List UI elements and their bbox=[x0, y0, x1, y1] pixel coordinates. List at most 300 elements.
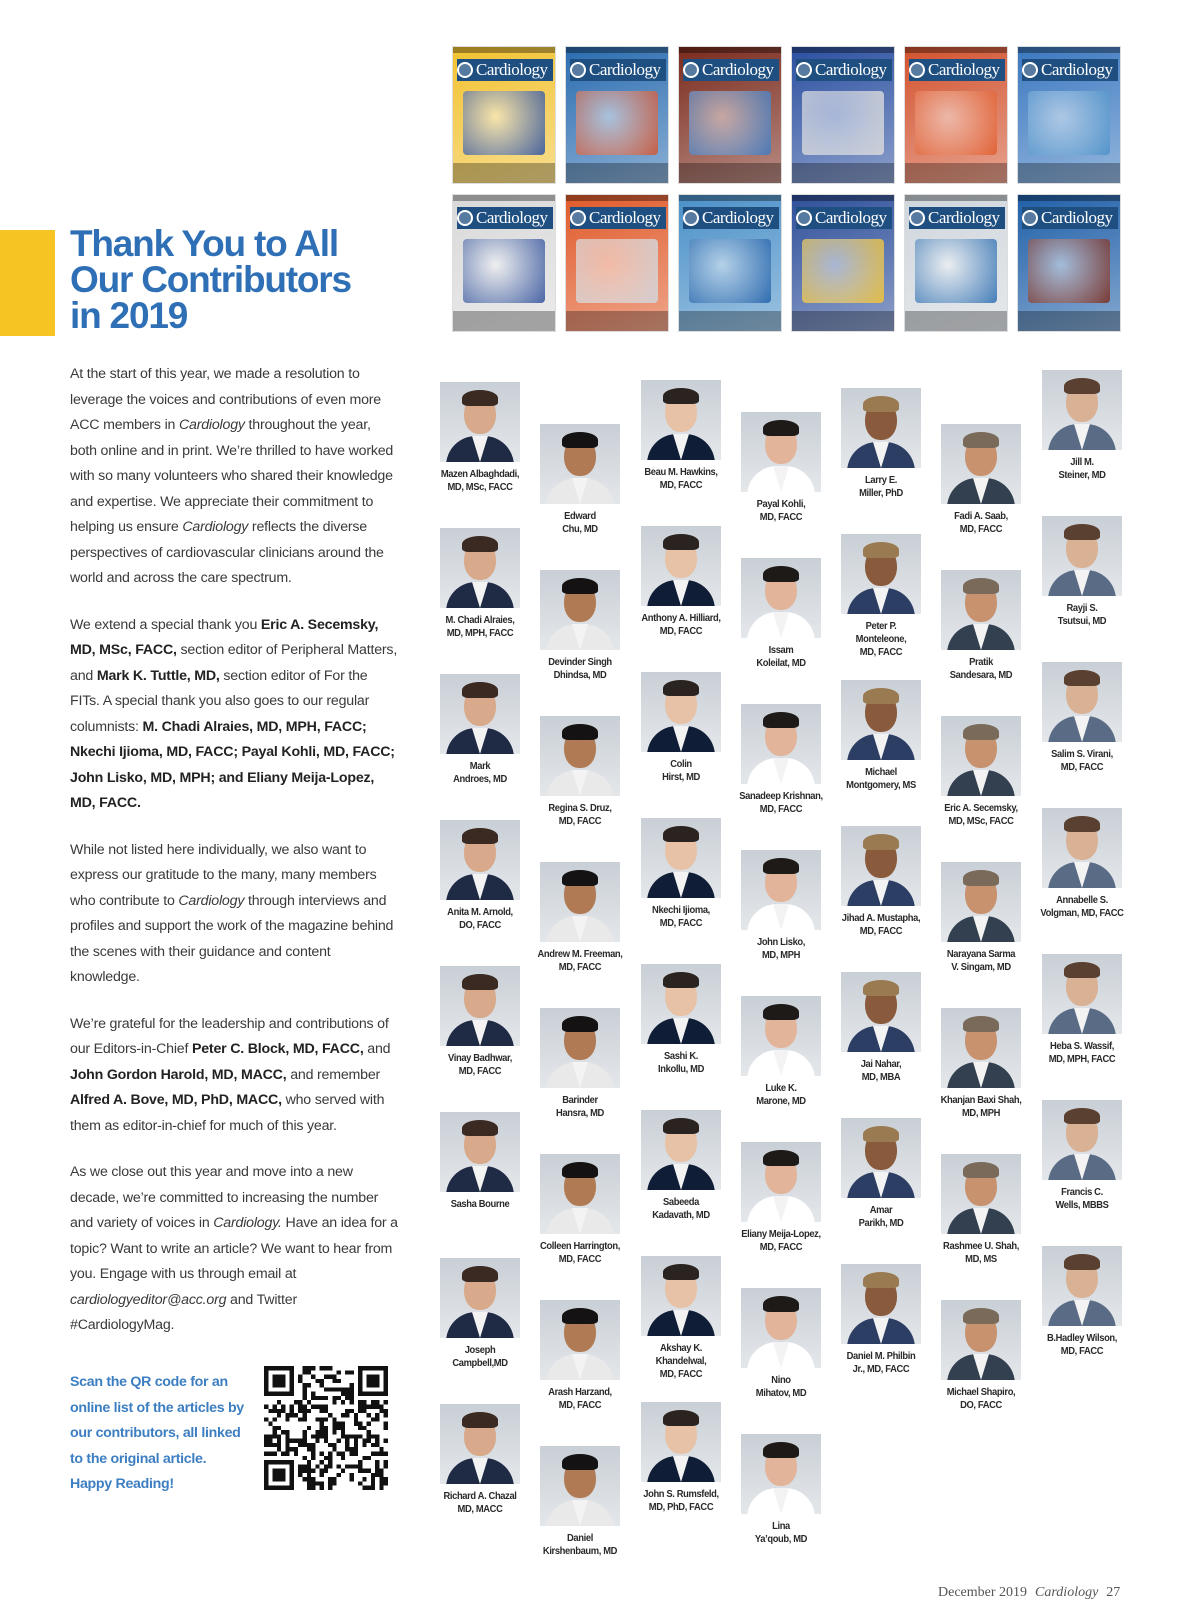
cover-masthead bbox=[1022, 59, 1118, 81]
contributor-card bbox=[425, 382, 535, 494]
contributor-card bbox=[425, 674, 535, 786]
photo-hair bbox=[462, 682, 498, 698]
cover-masthead-title: Cardiology bbox=[815, 208, 887, 227]
contributor-photo bbox=[540, 1154, 620, 1234]
contributor-name: Sanadeep Krishnan, MD, FACC bbox=[739, 791, 823, 815]
contributor-name: Colleen Harrington, MD, FACC bbox=[540, 1241, 620, 1265]
contributor-card bbox=[826, 972, 936, 1084]
contributor-photo bbox=[741, 412, 821, 492]
contributor-card bbox=[826, 1118, 936, 1230]
photo-hair bbox=[1064, 1108, 1100, 1124]
photo-hair bbox=[462, 1266, 498, 1282]
cover-top-strip bbox=[905, 195, 1007, 201]
cover-footer bbox=[905, 311, 1007, 331]
contributor-photo bbox=[540, 716, 620, 796]
photo-hair bbox=[562, 870, 598, 886]
contributor-name: Nkechi Ijioma, MD, FACC bbox=[652, 905, 710, 929]
cover-top-strip bbox=[453, 47, 555, 53]
magazine-cover bbox=[904, 194, 1008, 332]
cover-footer bbox=[453, 311, 555, 331]
cover-masthead bbox=[796, 207, 892, 229]
photo-hair bbox=[663, 826, 699, 842]
contributor-name: John Lisko, MD, MPH bbox=[756, 937, 806, 961]
acc-seal-icon bbox=[457, 62, 473, 78]
cover-top-strip bbox=[905, 47, 1007, 53]
cover-masthead-title: Cardiology bbox=[589, 60, 661, 79]
contributor-photo bbox=[941, 1008, 1021, 1088]
contributor-photo bbox=[941, 716, 1021, 796]
contributor-name: Luke K. Marone, MD bbox=[756, 1083, 806, 1107]
photo-hair bbox=[863, 396, 899, 412]
contributor-photo bbox=[641, 1256, 721, 1336]
photo-hair bbox=[562, 1162, 598, 1178]
contributor-card bbox=[626, 526, 736, 638]
cover-top-strip bbox=[792, 47, 894, 53]
contributor-name: Eric A. Secemsky, MD, MSc, FACC bbox=[944, 803, 1018, 827]
cover-masthead bbox=[457, 207, 553, 229]
photo-hair bbox=[562, 724, 598, 740]
contributor-card bbox=[726, 996, 836, 1108]
cover-top-strip bbox=[679, 47, 781, 53]
cover-art bbox=[915, 91, 997, 155]
contributor-card bbox=[626, 964, 736, 1076]
contributor-photo bbox=[1042, 1246, 1122, 1326]
magazine-cover bbox=[791, 46, 895, 184]
magazine-cover bbox=[678, 46, 782, 184]
contributor-name: Sabeeda Kadavath, MD bbox=[652, 1197, 710, 1221]
photo-hair bbox=[663, 534, 699, 550]
photo-hair bbox=[663, 1410, 699, 1426]
contributor-card bbox=[926, 1154, 1036, 1266]
contributor-name: Nino Mihatov, MD bbox=[755, 1375, 807, 1399]
contributor-photo bbox=[440, 382, 520, 462]
contributor-card bbox=[926, 1008, 1036, 1120]
cover-masthead-title: Cardiology bbox=[928, 60, 1000, 79]
photo-hair bbox=[1064, 816, 1100, 832]
contributor-name: Richard A. Chazal MD, MACC bbox=[443, 1491, 517, 1515]
acc-seal-icon bbox=[683, 210, 699, 226]
contributor-card bbox=[926, 862, 1036, 974]
photo-hair bbox=[462, 1120, 498, 1136]
paragraph-4: We’re grateful for the leadership and contributions of our Editors-in-Chief Peter C. Block, MD, FACC, and John Gordon Harold, MD, MACC, and remember Alfred A. Bove, MD, PhD, MACC, who served with them as editor-in-chief for much of this year. bbox=[70, 1015, 391, 1134]
cover-masthead bbox=[683, 59, 779, 81]
paragraph-5: As we close out this year and move into a new decade, we’re committed to increasing the number and variety of voices in Cardiology. Have an idea for a topic? Want to write an article? We want to hear from you. Engage with us through email at cardiologyeditor@acc.org and Twitter #CardiologyMag. bbox=[70, 1164, 398, 1333]
contributor-name: Vinay Badhwar, MD, FACC bbox=[448, 1053, 512, 1077]
contributor-card bbox=[726, 1434, 836, 1546]
contributor-name: Sashi K. Inkollu, MD bbox=[658, 1051, 704, 1075]
photo-hair bbox=[963, 724, 999, 740]
contributor-card bbox=[425, 966, 535, 1078]
cover-art bbox=[576, 91, 658, 155]
contributor-name: Issam Koleilat, MD bbox=[756, 645, 806, 669]
photo-hair bbox=[963, 870, 999, 886]
photo-hair bbox=[562, 1016, 598, 1032]
acc-seal-icon bbox=[683, 62, 699, 78]
cover-masthead-title: Cardiology bbox=[928, 208, 1000, 227]
photo-hair bbox=[763, 858, 799, 874]
photo-hair bbox=[663, 388, 699, 404]
contributor-photo bbox=[1042, 954, 1122, 1034]
contributor-name: Devinder Singh Dhindsa, MD bbox=[548, 657, 612, 681]
contributor-photo bbox=[1042, 808, 1122, 888]
cover-art bbox=[915, 239, 997, 303]
contributor-name: John S. Rumsfeld, MD, PhD, FACC bbox=[643, 1489, 719, 1513]
acc-seal-icon bbox=[796, 210, 812, 226]
contributor-photo bbox=[941, 862, 1021, 942]
title-line-1: Thank You to All bbox=[70, 223, 338, 264]
contributor-card bbox=[826, 534, 936, 659]
contributor-card bbox=[626, 818, 736, 930]
contributor-photo bbox=[641, 964, 721, 1044]
paragraph-1: At the start of this year, we made a resolution to leverage the voices and contributions of even more ACC members in Cardiology throughout the year, both online and in print. We’re thrilled to have worked with so many volunteers who shared their knowledge and expertise. We appreciate their commitment to helping us ensure Cardiology reflects the diverse perspectives of cardiovascular clinicians around the world and across the care spectrum. bbox=[70, 366, 394, 586]
photo-hair bbox=[863, 688, 899, 704]
contributor-name: Beau M. Hawkins, MD, FACC bbox=[644, 467, 718, 491]
contributor-name: Narayana Sarma V. Singam, MD bbox=[946, 949, 1016, 973]
contributor-card bbox=[1027, 1246, 1137, 1358]
contributor-name: Payal Kohli, MD, FACC bbox=[756, 499, 806, 523]
contributor-card bbox=[626, 380, 736, 492]
contributor-name: Rayji S. Tsutsui, MD bbox=[1057, 603, 1107, 627]
contributor-card bbox=[826, 1264, 936, 1376]
contributor-photo bbox=[641, 526, 721, 606]
photo-hair bbox=[963, 1308, 999, 1324]
contributor-card bbox=[1027, 1100, 1137, 1212]
contributor-card bbox=[626, 672, 736, 784]
contributor-name: Arash Harzand, MD, FACC bbox=[548, 1387, 612, 1411]
photo-hair bbox=[663, 1264, 699, 1280]
photo-hair bbox=[763, 712, 799, 728]
contributor-name: Edward Chu, MD bbox=[562, 511, 598, 535]
contributor-card bbox=[1027, 516, 1137, 628]
contributor-card bbox=[926, 716, 1036, 828]
contributor-photo bbox=[440, 674, 520, 754]
cover-top-strip bbox=[679, 195, 781, 201]
contributor-photo bbox=[841, 388, 921, 468]
qr-code[interactable] bbox=[264, 1366, 388, 1490]
cover-masthead bbox=[457, 59, 553, 81]
photo-hair bbox=[663, 972, 699, 988]
magazine-cover bbox=[904, 46, 1008, 184]
cover-masthead-title: Cardiology bbox=[815, 60, 887, 79]
photo-hair bbox=[562, 1308, 598, 1324]
cover-masthead-title: Cardiology bbox=[1041, 60, 1113, 79]
contributor-photo bbox=[540, 1008, 620, 1088]
contributor-card bbox=[425, 1404, 535, 1516]
contributor-card bbox=[425, 528, 535, 640]
contributor-name: Salim S. Virani, MD, FACC bbox=[1051, 749, 1113, 773]
cover-masthead bbox=[570, 59, 666, 81]
issue-date: December 2019 bbox=[938, 1585, 1028, 1600]
contributor-name: Lina Ya’qoub, MD bbox=[754, 1521, 808, 1545]
cover-masthead-title: Cardiology bbox=[589, 208, 661, 227]
magazine-cover bbox=[452, 194, 556, 332]
acc-seal-icon bbox=[570, 62, 586, 78]
photo-hair bbox=[462, 1412, 498, 1428]
contributor-name: Akshay K. Khandelwal, MD, FACC bbox=[655, 1343, 707, 1380]
photo-hair bbox=[963, 1162, 999, 1178]
contributor-card bbox=[726, 850, 836, 962]
photo-hair bbox=[763, 1004, 799, 1020]
contributor-photo bbox=[440, 1112, 520, 1192]
contributor-photo bbox=[741, 704, 821, 784]
contributor-name: Peter P. Monteleone, MD, FACC bbox=[855, 621, 907, 658]
cover-art bbox=[802, 239, 884, 303]
contributor-name: Daniel M. Philbin Jr., MD, FACC bbox=[846, 1351, 916, 1375]
cover-masthead-title: Cardiology bbox=[702, 60, 774, 79]
photo-hair bbox=[763, 1442, 799, 1458]
contributor-name: Mark Androes, MD bbox=[453, 761, 507, 785]
contributor-photo bbox=[841, 534, 921, 614]
cover-masthead-title: Cardiology bbox=[702, 208, 774, 227]
contributor-card bbox=[726, 412, 836, 524]
photo-hair bbox=[963, 1016, 999, 1032]
page-number: 27 bbox=[1106, 1585, 1121, 1600]
contributor-photo bbox=[641, 380, 721, 460]
contributor-name: Eliany Meija-Lopez, MD, FACC bbox=[741, 1229, 821, 1253]
cover-footer bbox=[905, 163, 1007, 183]
cover-footer bbox=[1018, 163, 1120, 183]
contributor-photo bbox=[440, 1258, 520, 1338]
acc-seal-icon bbox=[909, 62, 925, 78]
contributor-name: Anthony A. Hilliard, MD, FACC bbox=[641, 613, 721, 637]
contributor-name: Fadi A. Saab, MD, FACC bbox=[954, 511, 1008, 535]
contributor-name: Michael Montgomery, MS bbox=[846, 767, 916, 791]
photo-hair bbox=[462, 974, 498, 990]
contributor-card bbox=[826, 680, 936, 792]
cover-footer bbox=[792, 163, 894, 183]
yellow-accent-bar bbox=[0, 230, 55, 336]
contributor-name: B.Hadley Wilson, MD, FACC bbox=[1046, 1333, 1118, 1357]
photo-hair bbox=[562, 578, 598, 594]
photo-hair bbox=[562, 432, 598, 448]
acc-seal-icon bbox=[909, 210, 925, 226]
contributor-card bbox=[425, 1258, 535, 1370]
cover-masthead-title: Cardiology bbox=[1041, 208, 1113, 227]
contributor-card bbox=[525, 570, 635, 682]
photo-hair bbox=[663, 680, 699, 696]
photo-hair bbox=[462, 828, 498, 844]
contributor-card bbox=[525, 1008, 635, 1120]
cover-art bbox=[576, 239, 658, 303]
cover-masthead bbox=[909, 207, 1005, 229]
contributor-card bbox=[525, 862, 635, 974]
contributor-photo bbox=[540, 424, 620, 504]
photo-hair bbox=[963, 432, 999, 448]
cover-masthead-title: Cardiology bbox=[476, 60, 548, 79]
contributor-name: Mazen Albaghdadi, MD, MSc, FACC bbox=[440, 469, 520, 493]
contributor-name: Annabelle S. Volgman, MD, FACC bbox=[1040, 895, 1124, 919]
contributor-name: Barinder Hansra, MD bbox=[556, 1095, 604, 1119]
contributor-photo bbox=[641, 818, 721, 898]
cover-top-strip bbox=[453, 195, 555, 201]
acc-seal-icon bbox=[796, 62, 812, 78]
contributor-photo bbox=[741, 1142, 821, 1222]
photo-hair bbox=[1064, 670, 1100, 686]
photo-hair bbox=[863, 1126, 899, 1142]
contributor-card bbox=[726, 704, 836, 816]
acc-seal-icon bbox=[570, 210, 586, 226]
photo-hair bbox=[763, 566, 799, 582]
photo-hair bbox=[462, 390, 498, 406]
contributor-name: Rashmee U. Shah, MD, MS bbox=[943, 1241, 1019, 1265]
contributor-name: Joseph Campbell,MD bbox=[452, 1345, 508, 1369]
cover-top-strip bbox=[566, 195, 668, 201]
contributor-name: Regina S. Druz, MD, FACC bbox=[548, 803, 612, 827]
cover-masthead bbox=[796, 59, 892, 81]
paragraph-3: While not listed here individually, we also want to express our gratitude to the many, many members who contribute to Cardiology through interviews and profiles and support the work of the magazine behind the scenes with their guidance and content knowledge. bbox=[70, 841, 394, 985]
contributor-card bbox=[1027, 954, 1137, 1066]
contributor-photo bbox=[941, 424, 1021, 504]
contributor-card bbox=[525, 1300, 635, 1412]
cover-art bbox=[689, 239, 771, 303]
contributor-photo bbox=[841, 972, 921, 1052]
magazine-cover bbox=[791, 194, 895, 332]
photo-hair bbox=[863, 542, 899, 558]
magazine-cover bbox=[1017, 194, 1121, 332]
contributor-card bbox=[726, 1142, 836, 1254]
contributor-photo bbox=[440, 1404, 520, 1484]
contributor-card bbox=[826, 826, 936, 938]
contributor-photo bbox=[741, 850, 821, 930]
contributor-card bbox=[1027, 808, 1137, 920]
photo-hair bbox=[763, 1296, 799, 1312]
paragraph-2: We extend a special thank you Eric A. Secemsky, MD, MSc, FACC, section editor of Peripheral Matters, and Mark K. Tuttle, MD, section editor of For the FITs. A special thank you also goes to our regular columnists: M. Chadi Alraies, MD, MPH, FACC; Nkechi Ijioma, MD, FACC; Payal Kohli, MD, FACC; John Lisko, MD, MPH; and Eliany Meija-Lopez, MD, FACC. bbox=[70, 616, 398, 811]
qr-caption: Scan the QR code for an online list of the articles by our contributors, all linked to the original article. Happy Reading! bbox=[70, 1374, 244, 1492]
contributor-card bbox=[525, 1154, 635, 1266]
magazine-cover bbox=[565, 194, 669, 332]
photo-hair bbox=[562, 1454, 598, 1470]
photo-hair bbox=[863, 980, 899, 996]
contributor-photo bbox=[941, 570, 1021, 650]
cover-footer bbox=[792, 311, 894, 331]
contributor-name: Pratik Sandesara, MD bbox=[949, 657, 1013, 681]
contributor-card bbox=[1027, 370, 1137, 482]
contributor-name: Khanjan Baxi Shah, MD, MPH bbox=[940, 1095, 1022, 1119]
intro-article bbox=[70, 362, 400, 1360]
contributor-card bbox=[626, 1110, 736, 1222]
contributor-card bbox=[425, 1112, 535, 1211]
cover-footer bbox=[453, 163, 555, 183]
cover-top-strip bbox=[566, 47, 668, 53]
page-footer bbox=[938, 1585, 1148, 1601]
contributor-card bbox=[525, 1446, 635, 1558]
contributor-name: Andrew M. Freeman, MD, FACC bbox=[537, 949, 623, 973]
photo-hair bbox=[963, 578, 999, 594]
cover-top-strip bbox=[792, 195, 894, 201]
photo-hair bbox=[1064, 1254, 1100, 1270]
contributor-name: Daniel Kirshenbaum, MD bbox=[542, 1533, 618, 1557]
contributor-photo bbox=[741, 1288, 821, 1368]
contributor-photo bbox=[941, 1300, 1021, 1380]
cover-top-strip bbox=[1018, 195, 1120, 201]
cover-masthead bbox=[683, 207, 779, 229]
photo-hair bbox=[462, 536, 498, 552]
contributor-card bbox=[926, 1300, 1036, 1412]
contributor-photo bbox=[841, 1264, 921, 1344]
contributor-card bbox=[726, 1288, 836, 1400]
contributor-photo bbox=[1042, 1100, 1122, 1180]
contributor-photo bbox=[841, 1118, 921, 1198]
cover-footer bbox=[679, 163, 781, 183]
title-line-3: in 2019 bbox=[70, 295, 188, 336]
contributor-photo bbox=[440, 966, 520, 1046]
magazine-cover bbox=[452, 46, 556, 184]
contributor-name: Colin Hirst, MD bbox=[662, 759, 700, 783]
contributor-name: Jihad A. Mustapha, MD, FACC bbox=[841, 913, 921, 937]
cover-footer bbox=[566, 163, 668, 183]
contributor-photo bbox=[440, 528, 520, 608]
contributor-name: Anita M. Arnold, DO, FACC bbox=[447, 907, 513, 931]
cover-art bbox=[1028, 239, 1110, 303]
cover-masthead-title: Cardiology bbox=[476, 208, 548, 227]
acc-seal-icon bbox=[457, 210, 473, 226]
contributor-photo bbox=[540, 570, 620, 650]
cover-footer bbox=[566, 311, 668, 331]
contributor-name: Larry E. Miller, PhD bbox=[859, 475, 903, 499]
contributor-photo bbox=[440, 820, 520, 900]
contributor-name: M. Chadi Alraies, MD, MPH, FACC bbox=[445, 615, 515, 639]
cover-art bbox=[802, 91, 884, 155]
contributor-photo bbox=[641, 1110, 721, 1190]
contributor-name: Heba S. Wassif, MD, MPH, FACC bbox=[1048, 1041, 1116, 1065]
contributor-photo bbox=[1042, 370, 1122, 450]
contributor-photo bbox=[741, 996, 821, 1076]
contributor-photo bbox=[641, 672, 721, 752]
magazine-cover bbox=[565, 46, 669, 184]
contributor-photo bbox=[741, 1434, 821, 1514]
contributor-photo bbox=[1042, 516, 1122, 596]
cover-art bbox=[463, 239, 545, 303]
contributor-name: Sasha Bourne bbox=[450, 1199, 510, 1210]
contributor-name: Francis C. Wells, MBBS bbox=[1055, 1187, 1109, 1211]
photo-hair bbox=[863, 834, 899, 850]
photo-hair bbox=[763, 420, 799, 436]
acc-seal-icon bbox=[1022, 210, 1038, 226]
contributor-card bbox=[626, 1402, 736, 1514]
cover-art bbox=[1028, 91, 1110, 155]
title-line-2: Our Contributors bbox=[70, 259, 351, 300]
contributor-card bbox=[926, 424, 1036, 536]
contributor-photo bbox=[1042, 662, 1122, 742]
contributor-photo bbox=[841, 826, 921, 906]
magazine-cover bbox=[678, 194, 782, 332]
cover-masthead bbox=[909, 59, 1005, 81]
contributor-photo bbox=[641, 1402, 721, 1482]
email-link[interactable]: cardiologyeditor@acc.org bbox=[70, 1291, 227, 1308]
contributor-photo bbox=[941, 1154, 1021, 1234]
cover-top-strip bbox=[1018, 47, 1120, 53]
magazine-name: Cardiology bbox=[1035, 1585, 1099, 1600]
photo-hair bbox=[863, 1272, 899, 1288]
page-title bbox=[70, 223, 370, 336]
contributor-card bbox=[525, 424, 635, 536]
photo-hair bbox=[663, 1118, 699, 1134]
contributor-card bbox=[1027, 662, 1137, 774]
cover-art bbox=[689, 91, 771, 155]
cover-masthead bbox=[1022, 207, 1118, 229]
cover-footer bbox=[679, 311, 781, 331]
photo-hair bbox=[763, 1150, 799, 1166]
magazine-cover bbox=[1017, 46, 1121, 184]
photo-hair bbox=[1064, 962, 1100, 978]
contributor-card bbox=[826, 388, 936, 500]
cover-masthead bbox=[570, 207, 666, 229]
contributor-card bbox=[626, 1256, 736, 1381]
contributor-photo bbox=[540, 862, 620, 942]
photo-hair bbox=[1064, 378, 1100, 394]
contributor-name: Michael Shapiro, DO, FACC bbox=[946, 1387, 1016, 1411]
cover-art bbox=[463, 91, 545, 155]
